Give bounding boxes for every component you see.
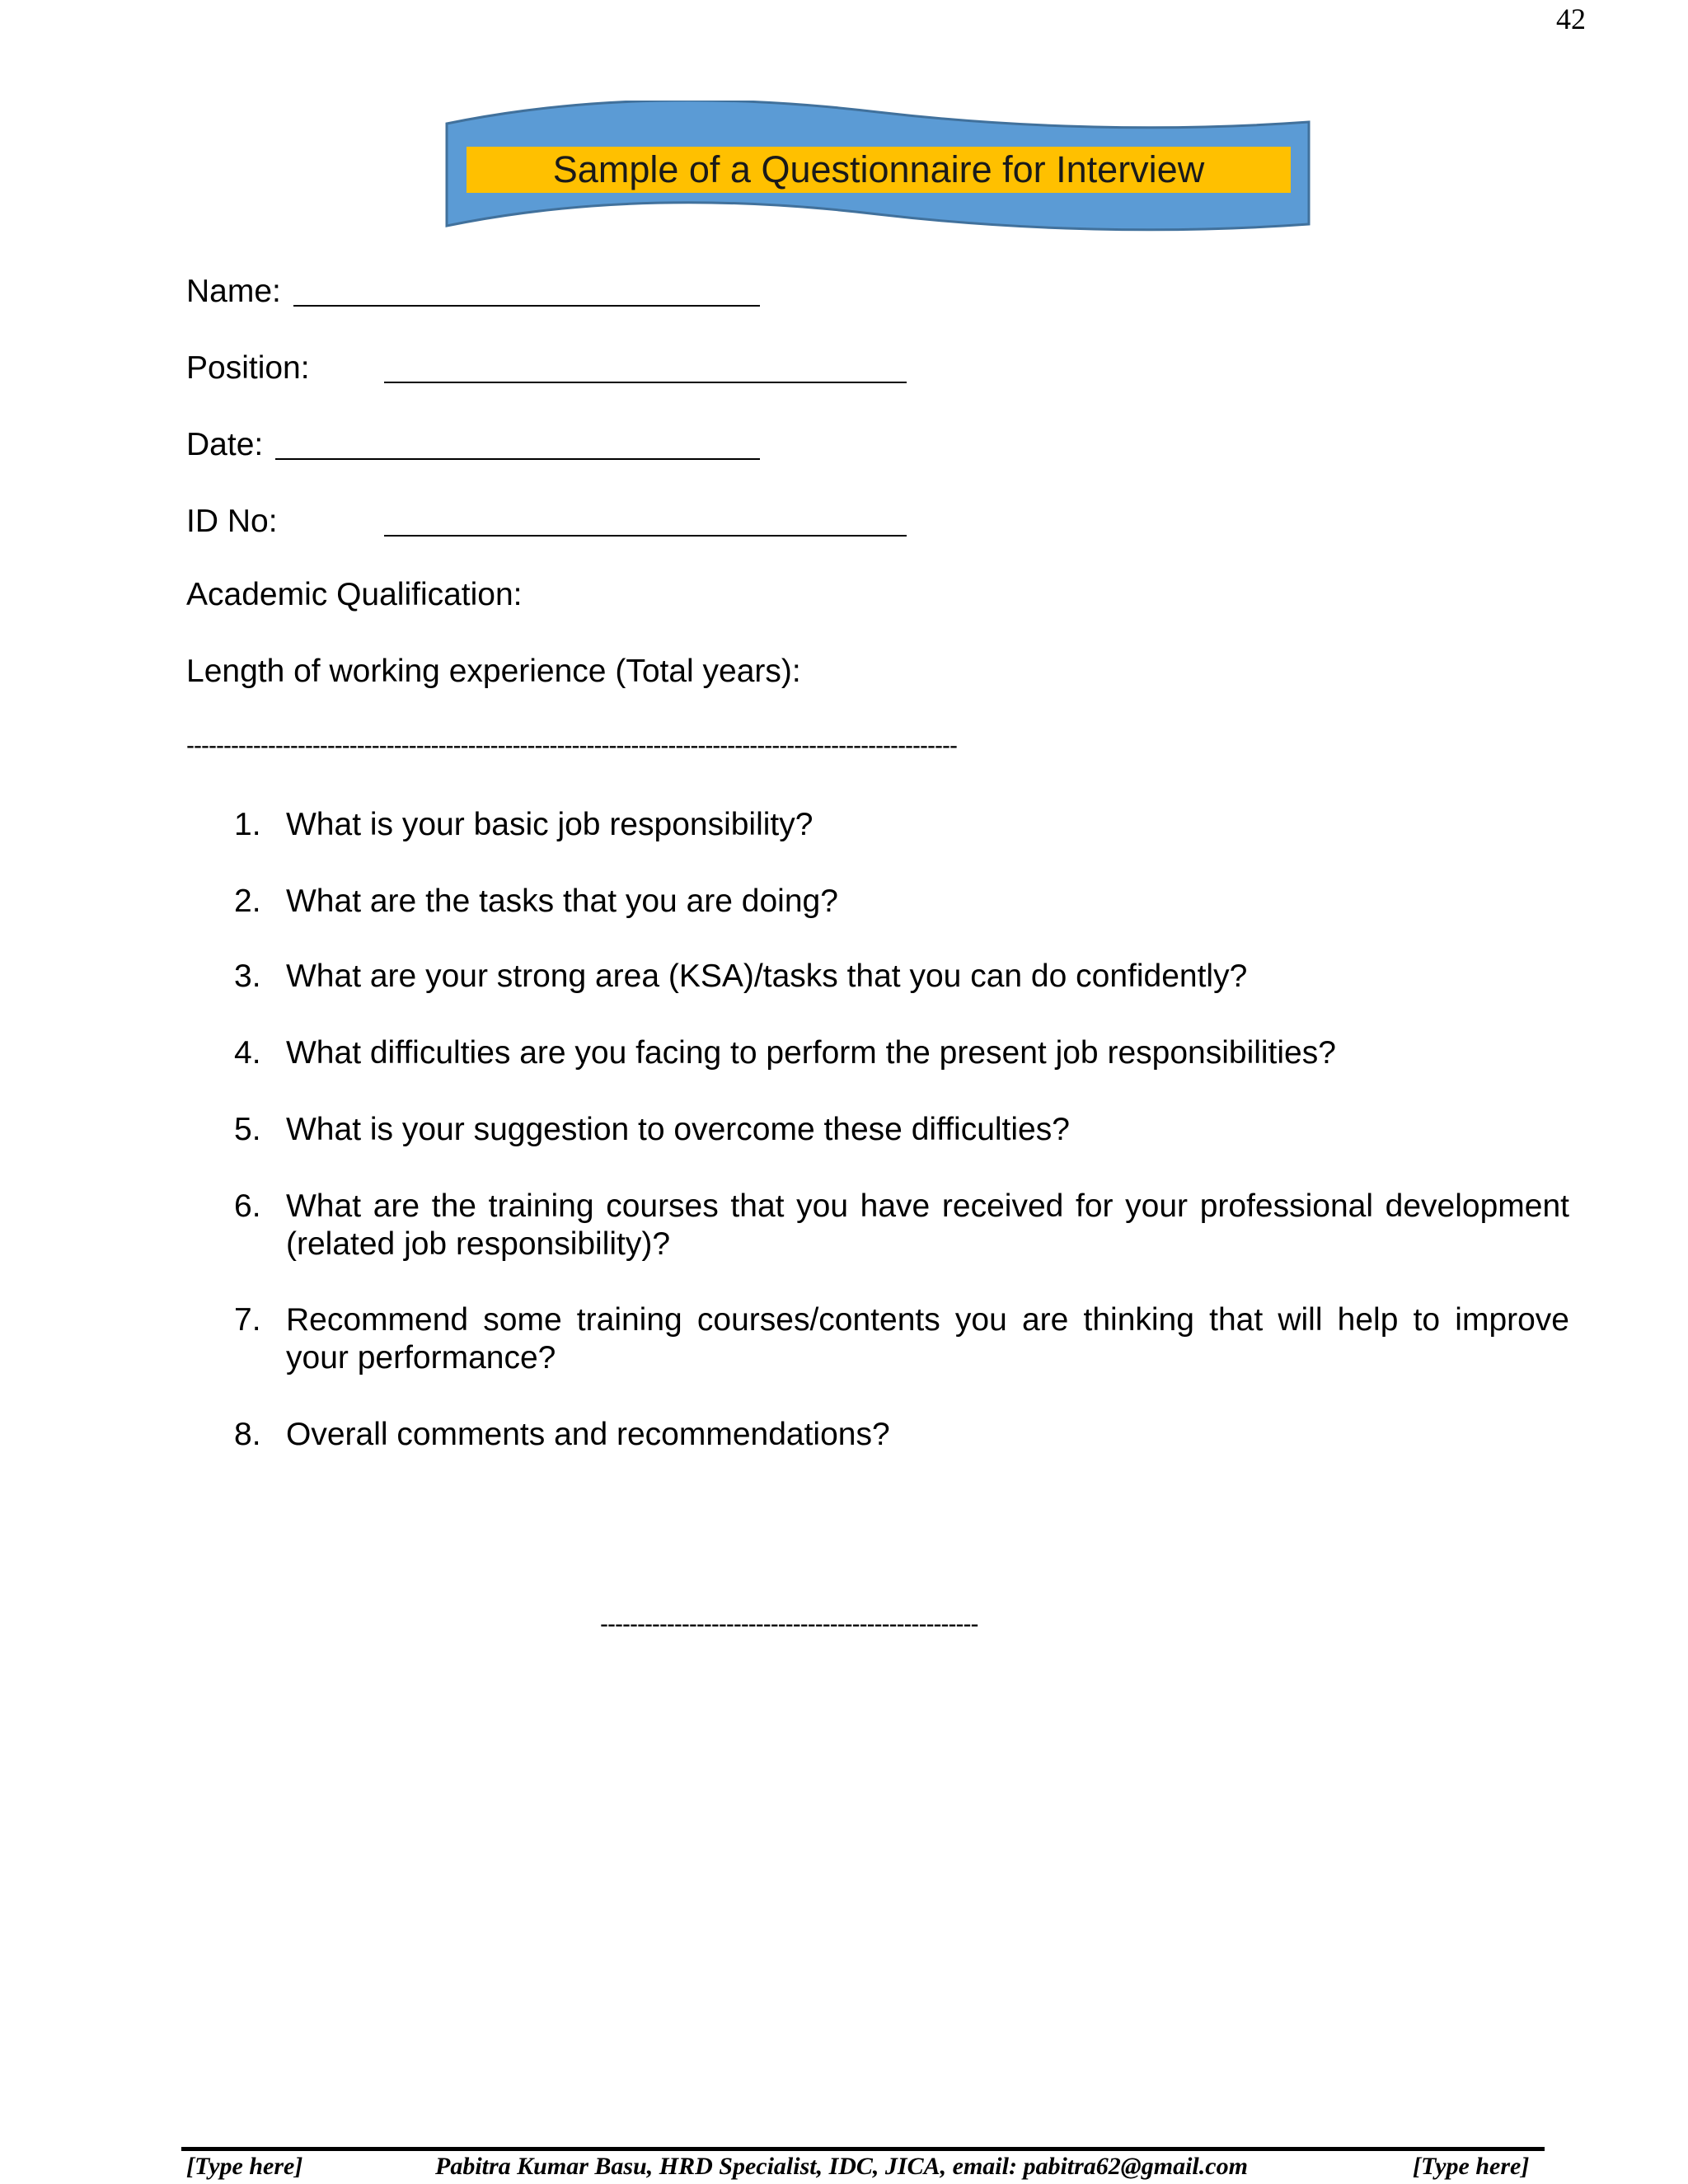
question-number: 8. <box>234 1417 261 1452</box>
question-text: What are the training courses that you have received for your professional development (related job responsibility)? <box>286 1188 1569 1262</box>
footer-author: Pabitra Kumar Basu, HRD Specialist, IDC, JICA, email: pabitra62@gmail.com <box>435 2153 1248 2180</box>
question-item <box>234 883 1569 921</box>
id-no-label: ID No: <box>186 504 278 539</box>
question-item <box>234 1034 1569 1072</box>
date-label: Date: <box>186 427 264 462</box>
question-text: What is your basic job responsibility? <box>286 807 814 842</box>
question-text: What are your strong area (KSA)/tasks that you can do confidently? <box>286 958 1248 994</box>
footer-right: [Type here] <box>1413 2153 1530 2180</box>
question-number: 1. <box>234 807 261 842</box>
question-number: 2. <box>234 883 261 919</box>
academic-qualification-label: Academic Qualification: <box>186 577 523 612</box>
question-number: 6. <box>234 1188 261 1224</box>
banner-title: Sample of a Questionnaire for Interview <box>467 147 1291 193</box>
position-field[interactable] <box>384 382 907 383</box>
id-no-field[interactable] <box>384 535 907 537</box>
title-banner <box>443 101 1312 246</box>
question-item <box>234 1301 1569 1377</box>
question-item <box>234 1416 1569 1454</box>
position-label: Position: <box>186 350 310 386</box>
question-item <box>234 1188 1569 1263</box>
name-label: Name: <box>186 274 281 309</box>
question-number: 3. <box>234 958 261 994</box>
page-number: 42 <box>1556 2 1586 35</box>
question-text: What difficulties are you facing to perform the present job responsibilities? <box>286 1035 1336 1071</box>
footer-left: [Type here] <box>186 2153 303 2180</box>
question-number: 7. <box>234 1302 261 1338</box>
question-text: Overall comments and recommendations? <box>286 1417 890 1452</box>
question-text: What is your suggestion to overcome these difficulties? <box>286 1112 1070 1147</box>
question-number: 4. <box>234 1035 261 1071</box>
question-text: Recommend some training courses/contents you are thinking that will help to improve your performance? <box>286 1302 1569 1376</box>
question-text: What are the tasks that you are doing? <box>286 883 838 919</box>
name-field[interactable] <box>293 305 760 307</box>
separator-top: -------------------------------------------------------------------------------------------------------- <box>186 732 957 759</box>
question-number: 5. <box>234 1112 261 1147</box>
date-field[interactable] <box>275 458 760 460</box>
footer-rule <box>181 2147 1545 2151</box>
question-item <box>234 1111 1569 1149</box>
question-item <box>234 958 1569 996</box>
question-item <box>234 806 1569 844</box>
working-experience-label: Length of working experience (Total years): <box>186 654 801 689</box>
separator-bottom: --------------------------------------------------- <box>600 1610 978 1638</box>
